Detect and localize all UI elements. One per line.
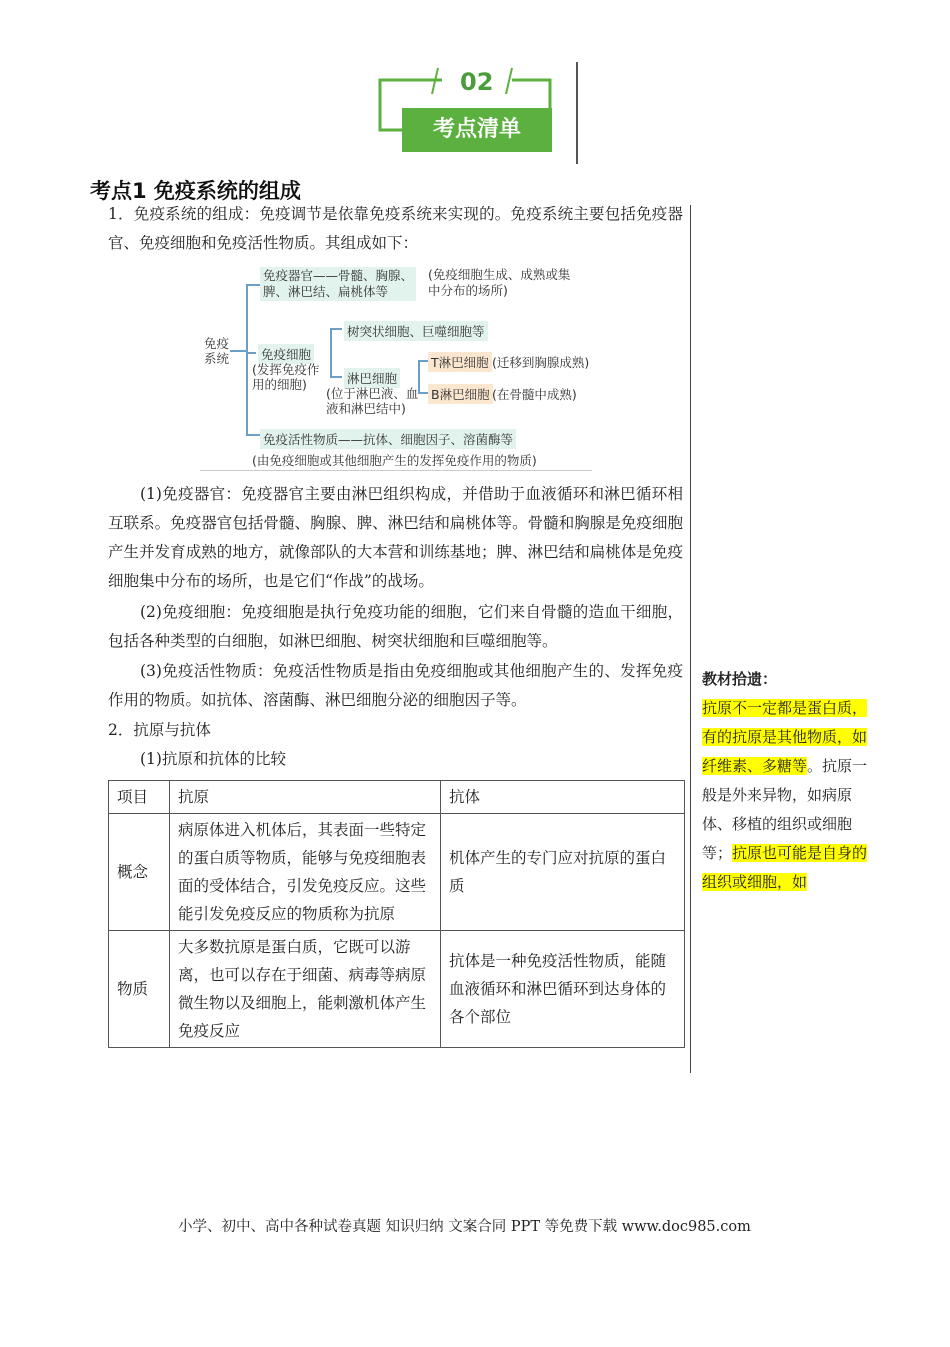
table-header-row [109, 781, 685, 814]
paragraph-active-substances: (3)免疫活性物质：免疫活性物质是指由免疫细胞或其他细胞产生的、发挥免疫作用的物质。如抗体、溶菌酶、淋巴细胞分泌的细胞因子等。 [108, 662, 683, 709]
sidebar-note [702, 694, 874, 897]
table-header-cell: 抗体 [441, 781, 685, 814]
diagram-root-link [230, 350, 246, 352]
diagram-branch-organ [246, 284, 260, 286]
table-cell: 抗体是一种免疫活性物质，能随血液循环和淋巴循环到达身体的各个部位 [441, 931, 685, 1048]
paragraph-cells: (2)免疫细胞：免疫细胞是执行免疫功能的细胞，它们来自骨髓的造血干细胞，包括各种类型的白细胞，如淋巴细胞、树突状细胞和巨噬细胞等。 [108, 603, 683, 650]
diagram-lymph-note: (位于淋巴液、血 液和淋巴结中) [326, 386, 419, 416]
diagram-root-label: 免疫 系统 [204, 336, 230, 366]
banner-title: 考点清单 [402, 108, 552, 152]
table-cell: 物质 [109, 931, 170, 1048]
paragraph-antigen-heading: 2．抗原与抗体 [108, 721, 211, 739]
sidebar-title: 教材拾遗： [702, 670, 778, 688]
diagram-branch-dendritic [330, 328, 342, 330]
diagram-branch-t [418, 360, 428, 362]
table-row [109, 814, 685, 931]
antigen-antibody-table [108, 780, 685, 1048]
section-banner [372, 60, 582, 168]
diagram-b-cell-note: (在骨髓中成熟) [492, 387, 577, 402]
diagram-lymph-label: 淋巴细胞 [344, 368, 400, 388]
immune-system-diagram [200, 262, 595, 472]
diagram-active-label: 免疫活性物质——抗体、细胞因子、溶菌酶等 [260, 429, 516, 449]
diagram-b-cell-label: B淋巴细胞 [428, 384, 493, 404]
diagram-organ-note: (免疫细胞生成、成熟或集 中分布的场所) [428, 267, 571, 298]
table-header-cell: 抗原 [170, 781, 441, 814]
sidebar-text-2: 。抗原一般是外来异物，如病原体、移植的组织或细胞等； [702, 757, 868, 862]
paragraph-compare-heading: (1)抗原和抗体的比较 [140, 750, 286, 768]
table-cell: 大多数抗原是蛋白质，它既可以游离，也可以存在于细菌、病毒等病原微生物以及细胞上，能刺激机体产生免疫反应 [170, 931, 441, 1048]
diagram-bracket-main [246, 284, 248, 434]
banner-divider [576, 62, 578, 164]
table-row [109, 931, 685, 1048]
diagram-branch-b [418, 392, 428, 394]
banner-number: 02 [460, 68, 494, 96]
diagram-t-cell-label: T淋巴细胞 [428, 352, 492, 372]
footer-text: 小学、初中、高中各种试卷真题 知识归纳 文案合同 PPT 等免费下载 www.doc985.com [178, 1219, 751, 1235]
diagram-bracket-cell [330, 328, 332, 376]
sidebar-highlight-1: 抗原不一定都是蛋白质，有的抗原是其他物质，如纤维素、多糖等 [702, 699, 868, 775]
table-cell: 概念 [109, 814, 170, 931]
diagram-cell-note: (发挥免疫作 用的细胞) [252, 362, 320, 392]
table-header-cell: 项目 [109, 781, 170, 814]
diagram-cell-label: 免疫细胞 [258, 344, 314, 364]
intro-paragraph: 1．免疫系统的组成：免疫调节是依靠免疫系统来实现的。免疫系统主要包括免疫器官、免疫细胞和免疫活性物质。其组成如下： [108, 205, 683, 252]
diagram-baseline [200, 470, 592, 471]
section-title: 考点1 免疫系统的组成 [90, 179, 301, 203]
diagram-dendritic-label: 树突状细胞、巨噬细胞等 [344, 321, 488, 341]
diagram-branch-active [246, 434, 260, 436]
margin-divider [690, 205, 691, 1073]
diagram-organ-label: 免疫器官——骨髓、胸腺、 脾、淋巴结、扁桃体等 [260, 267, 416, 301]
table-cell: 机体产生的专门应对抗原的蛋白质 [441, 814, 685, 931]
sidebar-highlight-3: 抗原也可能是自身的组织或细胞，如 [702, 844, 868, 891]
table-cell: 病原体进入机体后，其表面一些特定的蛋白质等物质，能够与免疫细胞表面的受体结合，引发免疫反应。这些能引发免疫反应的物质称为抗原 [170, 814, 441, 931]
diagram-t-cell-note: (迁移到胸腺成熟) [492, 355, 590, 370]
diagram-branch-lymph [330, 376, 342, 378]
diagram-branch-cell [246, 352, 256, 354]
diagram-active-note: (由免疫细胞或其他细胞产生的发挥免疫作用的物质) [252, 453, 537, 468]
paragraph-organs: (1)免疫器官：免疫器官主要由淋巴组织构成，并借助于血液循环和淋巴循环相互联系。免疫器官包括骨髓、胸腺、脾、淋巴结和扁桃体等。骨髓和胸腺是免疫细胞产生并发育成熟的地方，就像部队的大本营和训练基地；脾、淋巴结和扁桃体是免疫细胞集中分布的场所，也是它们“作战”的战场。 [108, 485, 683, 590]
